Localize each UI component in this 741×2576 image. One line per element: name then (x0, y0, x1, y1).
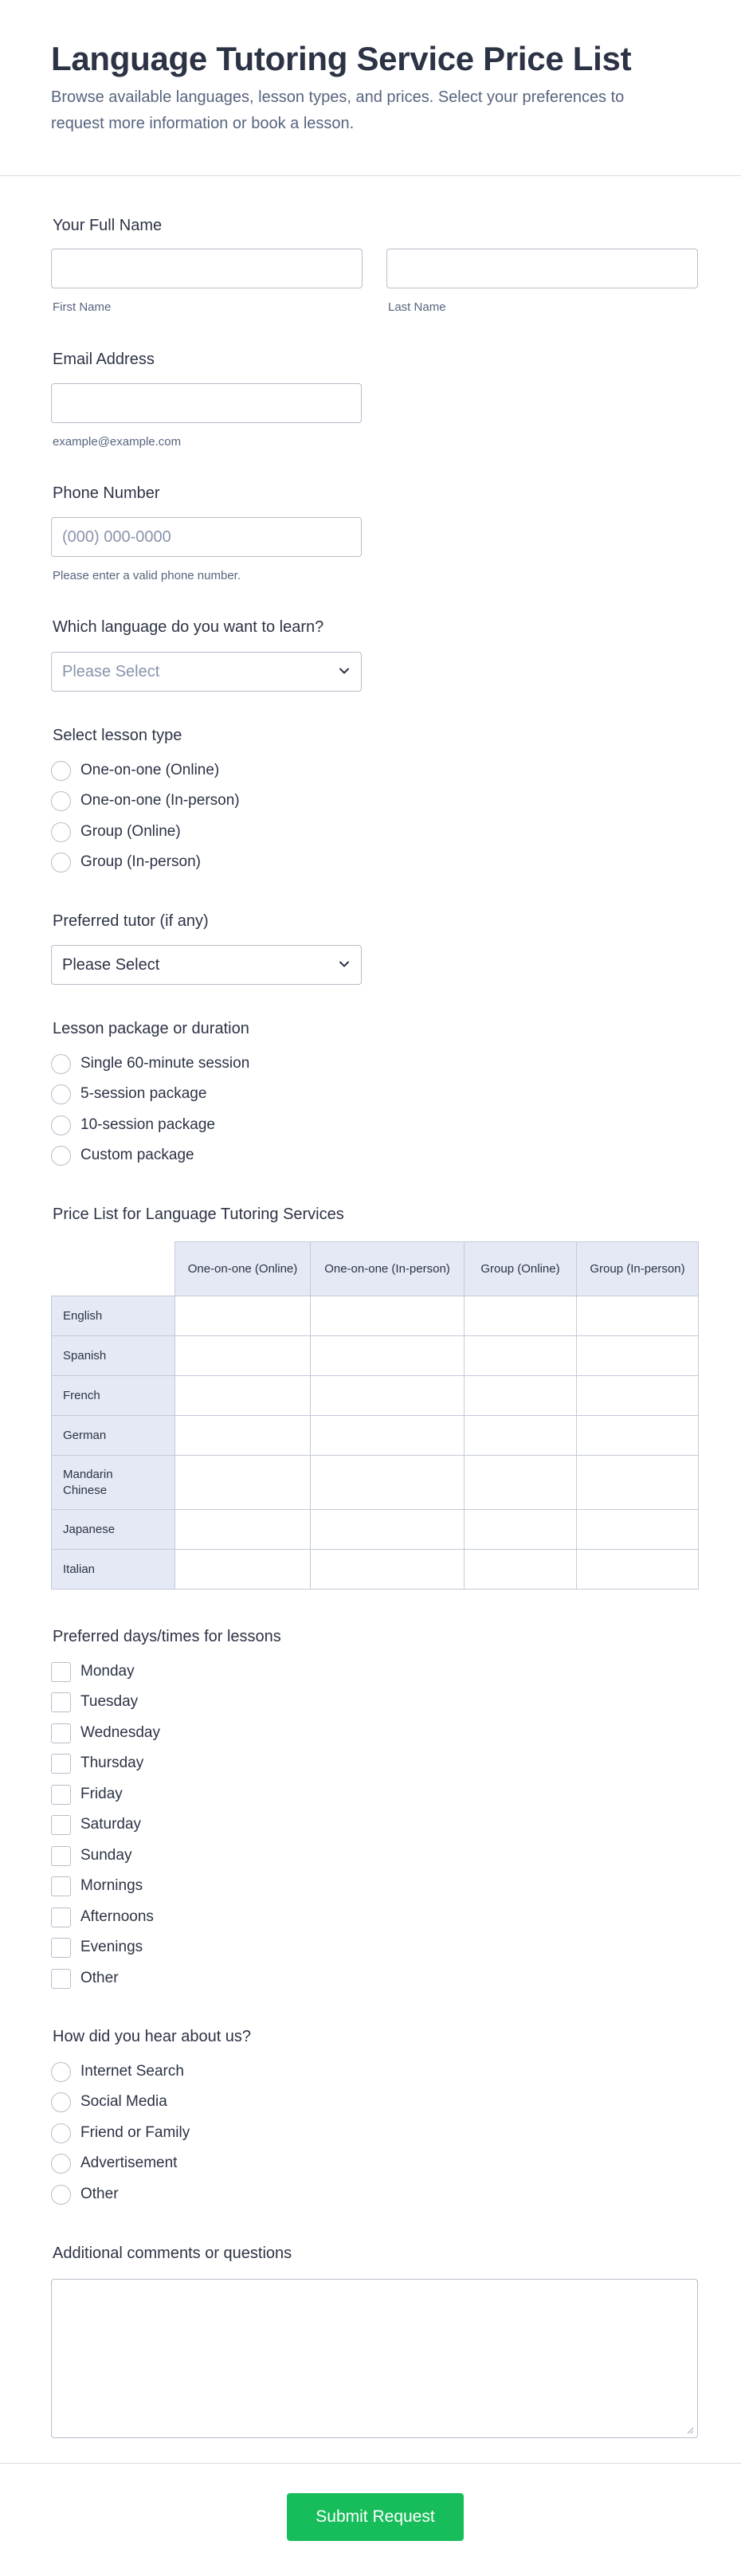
submit-button[interactable]: Submit Request (287, 2493, 464, 2541)
option-label: Monday (80, 1663, 135, 1680)
package-option[interactable] (51, 1052, 249, 1076)
option-label: Custom package (80, 1147, 194, 1163)
option-label: Friend or Family (80, 2124, 190, 2141)
table-row (52, 1376, 699, 1416)
checkbox[interactable] (51, 1846, 71, 1866)
table-header-row (52, 1242, 699, 1296)
option-label: Afternoons (80, 1908, 154, 1925)
form-header (0, 0, 741, 176)
chevron-down-icon (337, 957, 351, 971)
table-row (52, 1510, 699, 1550)
lesson-type-option[interactable] (51, 820, 181, 844)
option-label: Other (80, 2186, 119, 2202)
option-label: Mornings (80, 1877, 143, 1894)
language-select[interactable] (51, 652, 362, 692)
table-cell[interactable] (175, 1456, 311, 1510)
option-label: Advertisement (80, 2155, 178, 2171)
option-label: One-on-one (In-person) (80, 792, 240, 809)
table-row (52, 1336, 699, 1376)
table-cell[interactable] (577, 1296, 699, 1336)
table-cell[interactable] (465, 1336, 577, 1376)
row-header: Mandarin Chinese (52, 1456, 175, 1510)
radio-button[interactable] (51, 2123, 71, 2143)
checkbox[interactable] (51, 1876, 71, 1896)
option-label: 5-session package (80, 1085, 207, 1102)
table-cell[interactable] (175, 1416, 311, 1456)
table-cell[interactable] (577, 1550, 699, 1590)
radio-button[interactable] (51, 791, 71, 811)
resize-grip-icon[interactable] (684, 2425, 694, 2434)
table-row (52, 1296, 699, 1336)
last-name-sublabel: Last Name (388, 300, 446, 314)
hear-option[interactable] (51, 2060, 184, 2084)
row-header: Spanish (52, 1336, 175, 1376)
checkbox[interactable] (51, 1907, 71, 1927)
table-cell[interactable] (577, 1456, 699, 1510)
table-cell[interactable] (311, 1296, 465, 1336)
email-input[interactable] (51, 383, 362, 423)
price-table-label: Price List for Language Tutoring Services (53, 1206, 344, 1223)
hear-option[interactable] (51, 2182, 119, 2206)
first-name-sublabel: First Name (53, 300, 112, 314)
column-header: Group (In-person) (577, 1242, 699, 1296)
radio-button[interactable] (51, 2185, 71, 2205)
checkbox[interactable] (51, 1692, 71, 1712)
page-title: Language Tutoring Service Price List (51, 40, 632, 77)
days-label: Preferred days/times for lessons (53, 1628, 281, 1645)
table-row (52, 1550, 699, 1590)
radio-button[interactable] (51, 822, 71, 842)
table-cell[interactable] (175, 1296, 311, 1336)
option-label: Single 60-minute session (80, 1055, 250, 1072)
table-cell[interactable] (465, 1550, 577, 1590)
checkbox[interactable] (51, 1969, 71, 1989)
table-cell[interactable] (175, 1336, 311, 1376)
day-option[interactable] (51, 1660, 135, 1684)
column-header: Group (Online) (465, 1242, 577, 1296)
phone-sublabel: Please enter a valid phone number. (53, 569, 241, 582)
table-cell[interactable] (311, 1416, 465, 1456)
row-header: Italian (52, 1550, 175, 1590)
column-header: One-on-one (Online) (175, 1242, 311, 1296)
radio-button[interactable] (51, 1054, 71, 1074)
tutor-select[interactable] (51, 945, 362, 985)
option-label: Internet Search (80, 2063, 184, 2080)
option-label: Saturday (80, 1816, 142, 1833)
first-name-input[interactable] (51, 249, 363, 288)
table-cell[interactable] (465, 1376, 577, 1416)
row-header: German (52, 1416, 175, 1456)
day-option[interactable] (51, 1874, 143, 1898)
checkbox[interactable] (51, 1723, 71, 1743)
radio-button[interactable] (51, 853, 71, 872)
checkbox[interactable] (51, 1662, 71, 1682)
option-label: Tuesday (80, 1693, 139, 1710)
option-label: Friday (80, 1786, 123, 1802)
option-label: Thursday (80, 1755, 144, 1771)
table-cell[interactable] (311, 1456, 465, 1510)
package-label: Lesson package or duration (53, 1020, 249, 1037)
checkbox[interactable] (51, 1938, 71, 1958)
phone-input[interactable]: (000) 000-0000 (51, 517, 362, 557)
table-cell[interactable] (175, 1550, 311, 1590)
radio-button[interactable] (51, 2092, 71, 2112)
radio-button[interactable] (51, 1146, 71, 1166)
radio-button[interactable] (51, 761, 71, 781)
table-cell[interactable] (311, 1336, 465, 1376)
option-label: One-on-one (Online) (80, 762, 220, 778)
lesson-type-option[interactable] (51, 789, 240, 813)
hear-about-label: How did you hear about us? (53, 2028, 252, 2045)
option-label: Group (In-person) (80, 853, 202, 870)
tutor-select-value: Please Select (62, 956, 160, 974)
table-cell[interactable] (311, 1376, 465, 1416)
table-cell[interactable] (577, 1376, 699, 1416)
comments-label: Additional comments or questions (53, 2245, 292, 2262)
lesson-type-option[interactable] (51, 759, 219, 782)
table-cell[interactable] (465, 1456, 577, 1510)
checkbox[interactable] (51, 1754, 71, 1774)
radio-button[interactable] (51, 2062, 71, 2082)
option-label: Sunday (80, 1847, 132, 1864)
table-cell[interactable] (465, 1416, 577, 1456)
table-cell[interactable] (311, 1550, 465, 1590)
table-corner (52, 1242, 175, 1296)
day-option[interactable] (51, 1844, 131, 1868)
language-select-value: Please Select (62, 663, 160, 680)
option-label: 10-session package (80, 1116, 215, 1133)
table-cell[interactable] (577, 1336, 699, 1376)
table-cell[interactable] (577, 1416, 699, 1456)
lesson-type-label: Select lesson type (53, 727, 182, 744)
checkbox[interactable] (51, 1815, 71, 1835)
page-subtitle: Browse available languages, lesson types, and prices. Select your preferences to request more information or book a lesson. (51, 88, 625, 132)
table-cell[interactable] (465, 1510, 577, 1550)
full-name-label: Your Full Name (53, 217, 163, 234)
hear-option[interactable] (51, 2090, 167, 2114)
language-label: Which language do you want to learn? (53, 618, 324, 636)
option-label: Wednesday (80, 1724, 160, 1741)
checkbox[interactable] (51, 1785, 71, 1805)
tutor-label: Preferred tutor (if any) (53, 912, 209, 930)
day-option[interactable] (51, 1751, 143, 1775)
comments-textarea[interactable] (51, 2279, 698, 2438)
day-option[interactable] (51, 1690, 138, 1714)
day-option[interactable] (51, 1782, 123, 1806)
column-header: One-on-one (In-person) (311, 1242, 465, 1296)
footer-divider (0, 2463, 741, 2464)
table-cell[interactable] (465, 1296, 577, 1336)
option-label: Group (Online) (80, 823, 181, 840)
price-table (51, 1241, 699, 1590)
option-label: Social Media (80, 2093, 167, 2110)
row-header: English (52, 1296, 175, 1336)
radio-button[interactable] (51, 1115, 71, 1135)
table-row (52, 1456, 699, 1510)
last-name-input[interactable] (386, 249, 698, 288)
lesson-type-option[interactable] (51, 850, 201, 874)
chevron-down-icon (337, 664, 351, 678)
table-row (52, 1416, 699, 1456)
table-cell[interactable] (311, 1510, 465, 1550)
day-option[interactable] (51, 1905, 154, 1929)
hear-option[interactable] (51, 2121, 190, 2145)
table-cell[interactable] (175, 1376, 311, 1416)
radio-button[interactable] (51, 2154, 71, 2174)
package-option[interactable] (51, 1113, 215, 1137)
package-option[interactable] (51, 1082, 206, 1106)
day-option[interactable] (51, 1935, 143, 1959)
day-option[interactable] (51, 1966, 119, 1990)
phone-label: Phone Number (53, 484, 160, 502)
day-option[interactable] (51, 1813, 141, 1837)
row-header: Japanese (52, 1510, 175, 1550)
row-header: French (52, 1376, 175, 1416)
email-label: Email Address (53, 351, 155, 368)
package-option[interactable] (51, 1143, 194, 1167)
table-cell[interactable] (577, 1510, 699, 1550)
option-label: Evenings (80, 1939, 143, 1955)
email-sublabel: example@example.com (53, 435, 182, 449)
day-option[interactable] (51, 1721, 160, 1745)
hear-option[interactable] (51, 2151, 177, 2175)
option-label: Other (80, 1970, 119, 1986)
table-cell[interactable] (175, 1510, 311, 1550)
radio-button[interactable] (51, 1084, 71, 1104)
